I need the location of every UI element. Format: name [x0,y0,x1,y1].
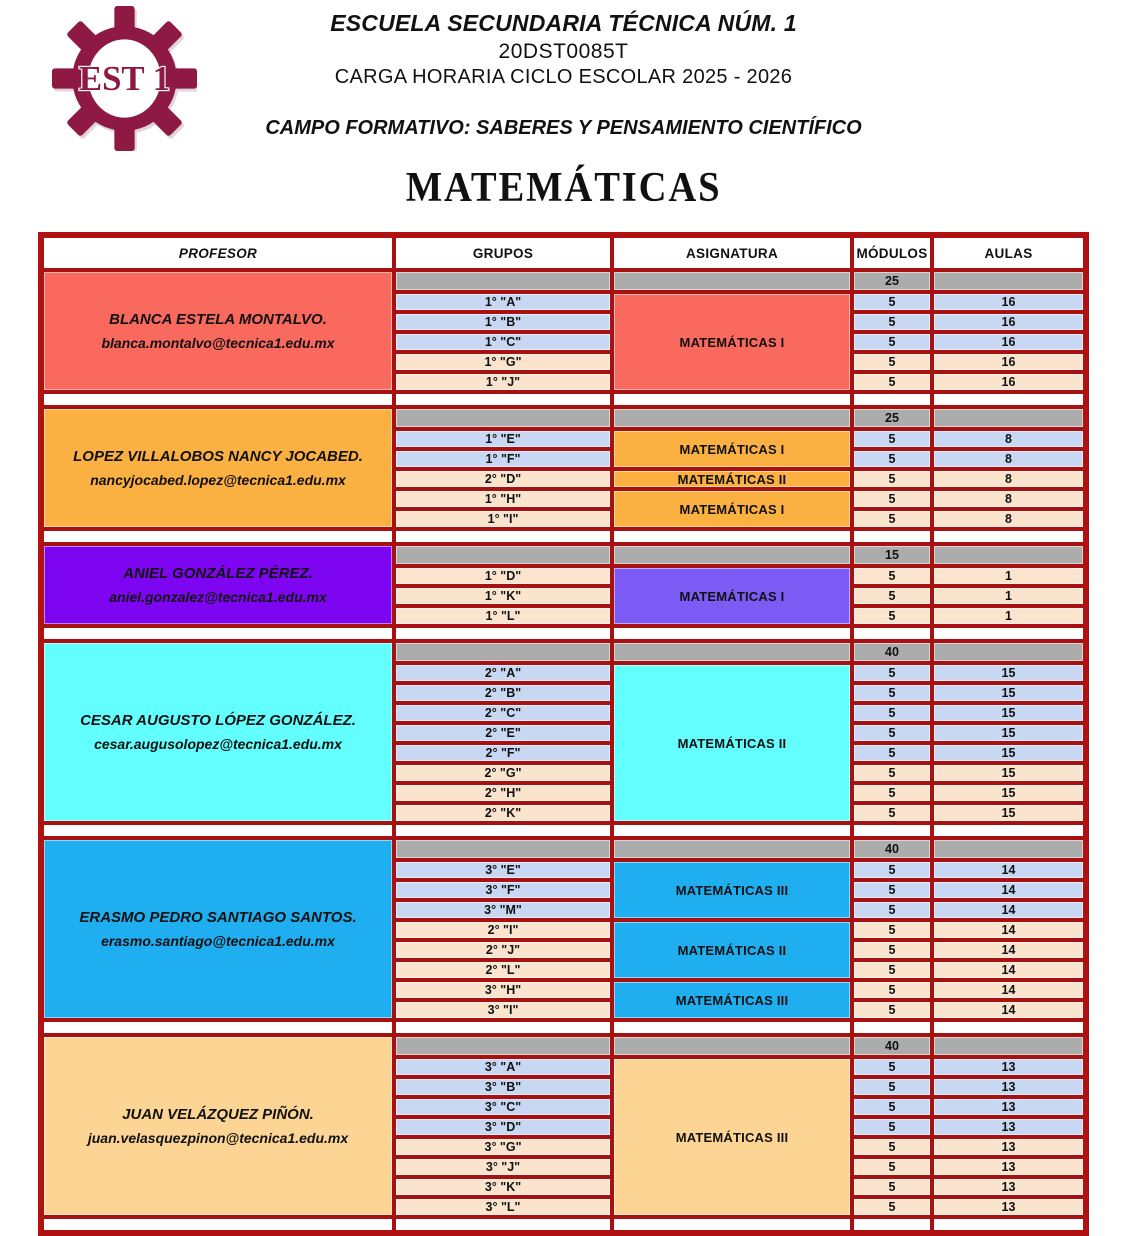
aulas-cell: 14 [934,902,1083,918]
spacer-cell [44,628,392,639]
spacer-cell [934,1022,1083,1033]
modulos-cell: 5 [854,471,930,487]
group-cell: 1° "E" [396,431,610,447]
group-cell: 1° "G" [396,354,610,370]
total-filler-cell [934,546,1083,564]
modulos-cell: 5 [854,765,930,781]
total-filler-cell [934,840,1083,858]
modulos-cell: 5 [854,962,930,978]
aulas-cell: 1 [934,588,1083,604]
spacer-cell [396,825,610,836]
aulas-cell: 15 [934,665,1083,681]
teacher-cell [44,546,392,624]
teacher-cell [44,643,392,821]
total-filler-cell [934,643,1083,661]
spacer-cell [854,628,930,639]
asignatura-cell: MATEMÁTICAS I [614,431,850,467]
campo-formativo-line: CAMPO FORMATIVO: SABERES Y PENSAMIENTO CIENTÍFICO [265,117,862,139]
modulos-cell: 5 [854,588,930,604]
total-filler-cell [396,409,610,427]
aulas-cell: 14 [934,922,1083,938]
group-cell: 2° "H" [396,785,610,801]
school-gear-logo [52,6,197,151]
total-filler-cell [396,546,610,564]
spacer-cell [614,394,850,405]
group-cell: 3° "I" [396,1002,610,1018]
group-cell: 1° "L" [396,608,610,624]
spacer-cell [614,1022,850,1033]
modulos-cell: 5 [854,1199,930,1215]
aulas-cell: 13 [934,1199,1083,1215]
aulas-cell: 13 [934,1179,1083,1195]
group-cell: 2° "C" [396,705,610,721]
modulos-cell: 5 [854,314,930,330]
modulos-cell: 5 [854,354,930,370]
total-modules-cell: 40 [854,840,930,858]
total-filler-cell [614,840,850,858]
aulas-cell: 14 [934,862,1083,878]
spacer-cell [854,1022,930,1033]
school-cycle-line: CARGA HORARIA CICLO ESCOLAR 2025 - 2026 [334,66,793,88]
asignatura-cell: MATEMÁTICAS III [614,982,850,1018]
total-filler-cell [396,643,610,661]
aulas-cell: 15 [934,685,1083,701]
group-cell: 3° "M" [396,902,610,918]
aulas-cell: 1 [934,608,1083,624]
modulos-cell: 5 [854,334,930,350]
group-cell: 3° "B" [396,1079,610,1095]
aulas-cell: 1 [934,568,1083,584]
asignatura-cell: MATEMÁTICAS III [614,1059,850,1215]
aulas-cell: 13 [934,1059,1083,1075]
modulos-cell: 5 [854,665,930,681]
total-filler-cell [934,1037,1083,1055]
total-filler-cell [396,272,610,290]
aulas-cell: 15 [934,765,1083,781]
school-name: ESCUELA SECUNDARIA TÉCNICA NÚM. 1 [330,10,797,36]
aulas-cell: 16 [934,334,1083,350]
teacher-email: cesar.augusolopez@tecnica1.edu.mx [94,736,342,752]
group-cell: 1° "A" [396,294,610,310]
modulos-cell: 5 [854,431,930,447]
group-cell: 3° "D" [396,1119,610,1135]
group-cell: 2° "B" [396,685,610,701]
group-cell: 1° "I" [396,511,610,527]
spacer-cell [854,1219,930,1230]
group-cell: 2° "A" [396,665,610,681]
aulas-cell: 15 [934,745,1083,761]
group-cell: 2° "K" [396,805,610,821]
spacer-cell [396,531,610,542]
teacher-cell [44,1037,392,1215]
spacer-cell [396,628,610,639]
aulas-cell: 15 [934,705,1083,721]
aulas-cell: 14 [934,982,1083,998]
total-modules-cell: 15 [854,546,930,564]
spacer-cell [854,531,930,542]
spacer-cell [854,394,930,405]
aulas-cell: 16 [934,314,1083,330]
group-cell: 3° "F" [396,882,610,898]
column-header-grupos: GRUPOS [396,238,610,268]
total-modules-cell: 40 [854,643,930,661]
group-cell: 1° "H" [396,491,610,507]
group-cell: 3° "C" [396,1099,610,1115]
modulos-cell: 5 [854,922,930,938]
spacer-cell [934,1219,1083,1230]
teacher-name: ANIEL GONZÁLEZ PÉREZ. [123,565,313,582]
modulos-cell: 5 [854,1099,930,1115]
asignatura-cell: MATEMÁTICAS II [614,471,850,487]
spacer-cell [396,394,610,405]
group-cell: 1° "J" [396,374,610,390]
teacher-email: aniel.gonzalez@tecnica1.edu.mx [109,589,327,605]
modulos-cell: 5 [854,1119,930,1135]
asignatura-cell: MATEMÁTICAS I [614,491,850,527]
modulos-cell: 5 [854,568,930,584]
modulos-cell: 5 [854,1059,930,1075]
group-cell: 2° "G" [396,765,610,781]
aulas-cell: 8 [934,491,1083,507]
group-cell: 2° "I" [396,922,610,938]
modulos-cell: 5 [854,745,930,761]
teacher-email: nancyjocabed.lopez@tecnica1.edu.mx [90,472,346,488]
aulas-cell: 8 [934,451,1083,467]
modulos-cell: 5 [854,294,930,310]
modulos-cell: 5 [854,1002,930,1018]
teacher-cell [44,409,392,527]
total-filler-cell [934,272,1083,290]
aulas-cell: 13 [934,1079,1083,1095]
group-cell: 3° "G" [396,1139,610,1155]
modulos-cell: 5 [854,374,930,390]
column-header-profesor: PROFESOR [44,238,392,268]
aulas-cell: 14 [934,942,1083,958]
modulos-cell: 5 [854,608,930,624]
subject-title: MATEMÁTICAS [405,165,722,211]
column-header-asignatura: ASIGNATURA [614,238,850,268]
aulas-cell: 15 [934,805,1083,821]
spacer-cell [934,394,1083,405]
teacher-email: erasmo.santiago@tecnica1.edu.mx [101,933,335,949]
column-header-modulos: MÓDULOS [854,238,930,268]
total-modules-cell: 25 [854,272,930,290]
modulos-cell: 5 [854,1139,930,1155]
asignatura-cell: MATEMÁTICAS II [614,665,850,821]
aulas-cell: 8 [934,431,1083,447]
group-cell: 2° "E" [396,725,610,741]
aulas-cell: 16 [934,354,1083,370]
total-filler-cell [614,546,850,564]
total-filler-cell [396,1037,610,1055]
group-cell: 1° "D" [396,568,610,584]
asignatura-cell: MATEMÁTICAS I [614,568,850,624]
spacer-cell [614,531,850,542]
aulas-cell: 8 [934,511,1083,527]
group-cell: 3° "L" [396,1199,610,1215]
total-filler-cell [614,1037,850,1055]
modulos-cell: 5 [854,725,930,741]
spacer-cell [44,531,392,542]
group-cell: 3° "E" [396,862,610,878]
modulos-cell: 5 [854,982,930,998]
carga-table [38,232,1089,1236]
group-cell: 3° "J" [396,1159,610,1175]
school-cct-code: 20DST0085T [498,40,629,63]
group-cell: 1° "K" [396,588,610,604]
group-cell: 3° "K" [396,1179,610,1195]
teacher-name: LOPEZ VILLALOBOS NANCY JOCABED. [73,448,363,465]
teacher-name: JUAN VELÁZQUEZ PIÑÓN. [122,1106,314,1123]
asignatura-cell: MATEMÁTICAS II [614,922,850,978]
modulos-cell: 5 [854,942,930,958]
total-filler-cell [614,409,850,427]
teacher-name: CESAR AUGUSTO LÓPEZ GONZÁLEZ. [80,712,356,729]
modulos-cell: 5 [854,491,930,507]
modulos-cell: 5 [854,805,930,821]
spacer-cell [396,1022,610,1033]
modulos-cell: 5 [854,785,930,801]
modulos-cell: 5 [854,1179,930,1195]
group-cell: 2° "J" [396,942,610,958]
modulos-cell: 5 [854,902,930,918]
aulas-cell: 13 [934,1119,1083,1135]
logo-text: EST 1 [78,59,171,99]
modulos-cell: 5 [854,511,930,527]
spacer-cell [614,825,850,836]
spacer-cell [934,825,1083,836]
group-cell: 2° "D" [396,471,610,487]
aulas-cell: 15 [934,725,1083,741]
teacher-cell [44,272,392,390]
group-cell: 3° "H" [396,982,610,998]
group-cell: 1° "F" [396,451,610,467]
total-modules-cell: 40 [854,1037,930,1055]
group-cell: 2° "F" [396,745,610,761]
teacher-email: blanca.montalvo@tecnica1.edu.mx [101,335,335,351]
asignatura-cell: MATEMÁTICAS I [614,294,850,390]
aulas-cell: 16 [934,294,1083,310]
aulas-cell: 14 [934,1002,1083,1018]
modulos-cell: 5 [854,1079,930,1095]
group-cell: 3° "A" [396,1059,610,1075]
teacher-cell [44,840,392,1018]
spacer-cell [614,1219,850,1230]
total-filler-cell [396,840,610,858]
modulos-cell: 5 [854,705,930,721]
aulas-cell: 16 [934,374,1083,390]
spacer-cell [44,1022,392,1033]
aulas-cell: 13 [934,1159,1083,1175]
group-cell: 1° "C" [396,334,610,350]
spacer-cell [44,394,392,405]
spacer-cell [934,628,1083,639]
modulos-cell: 5 [854,685,930,701]
total-filler-cell [614,643,850,661]
modulos-cell: 5 [854,451,930,467]
modulos-cell: 5 [854,882,930,898]
modulos-cell: 5 [854,1159,930,1175]
modulos-cell: 5 [854,862,930,878]
spacer-cell [614,628,850,639]
aulas-cell: 15 [934,785,1083,801]
group-cell: 2° "L" [396,962,610,978]
group-cell: 1° "B" [396,314,610,330]
teacher-email: juan.velasquezpinon@tecnica1.edu.mx [87,1130,349,1146]
aulas-cell: 8 [934,471,1083,487]
asignatura-cell: MATEMÁTICAS III [614,862,850,918]
teacher-name: BLANCA ESTELA MONTALVO. [109,311,327,328]
teacher-name: ERASMO PEDRO SANTIAGO SANTOS. [79,909,357,926]
spacer-cell [934,531,1083,542]
spacer-cell [396,1219,610,1230]
aulas-cell: 14 [934,882,1083,898]
aulas-cell: 13 [934,1139,1083,1155]
spacer-cell [44,1219,392,1230]
spacer-cell [854,825,930,836]
column-header-aulas: AULAS [934,238,1083,268]
total-filler-cell [614,272,850,290]
total-modules-cell: 25 [854,409,930,427]
total-filler-cell [934,409,1083,427]
aulas-cell: 13 [934,1099,1083,1115]
document-header [0,0,1127,212]
aulas-cell: 14 [934,962,1083,978]
spacer-cell [44,825,392,836]
